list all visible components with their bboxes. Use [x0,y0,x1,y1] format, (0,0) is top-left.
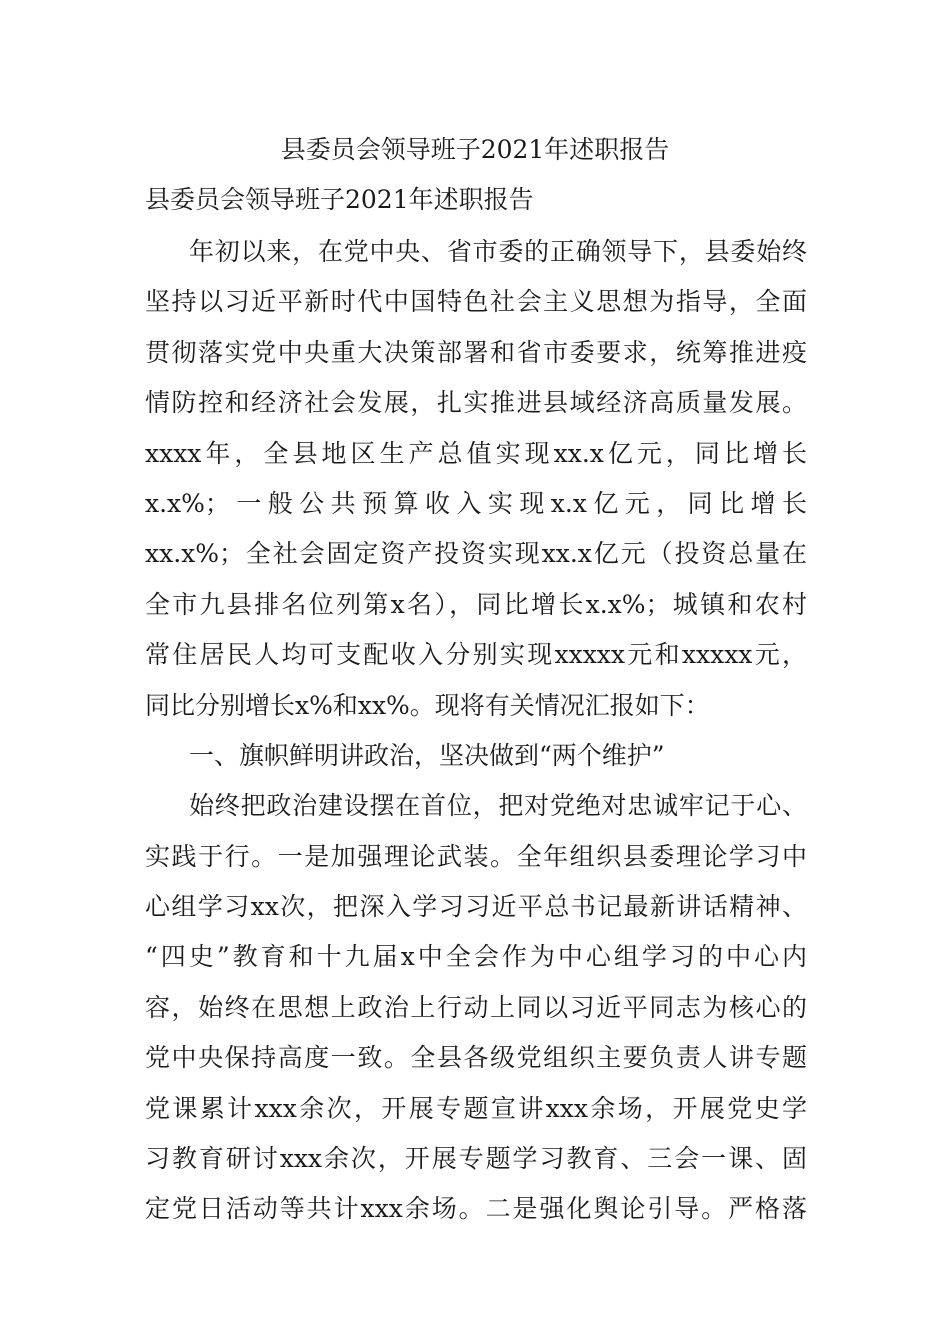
paragraph-line: 贯彻落实党中央重大决策部署和省市委要求，统筹推进疫 [145,337,807,367]
paragraph-line: 定党日活动等共计xxx余场。二是强化舆论引导。严格落 [145,1194,807,1224]
paragraph-line: 习教育研讨xxx余次，开展专题学习教育、三会一课、固 [145,1144,807,1174]
paragraph-line: 心组学习xx次，把深入学习习近平总书记最新讲话精神、 [145,892,807,922]
paragraph-line: 党课累计xxx余次，开展专题宣讲xxx余场，开展党史学 [145,1093,807,1123]
paragraph-line: 容，始终在思想上政治上行动上同以习近平同志为核心的 [145,992,807,1022]
paragraph-line: “四史”教育和十九届x中全会作为中心组学习的中心内 [145,942,807,972]
paragraph-line: 坚持以习近平新时代中国特色社会主义思想为指导，全面 [145,287,807,317]
paragraph-line: 实践于行。一是加强理论武装。全年组织县委理论学习中 [145,841,807,871]
document-body [145,227,807,1235]
paragraph-line: xxxx年，全县地区生产总值实现xx.x亿元，同比增长 [145,438,807,468]
paragraph-line: 年初以来，在党中央、省市委的正确领导下，县委始终 [189,237,807,266]
paragraph-line: xx.x%；全社会固定资产投资实现xx.x亿元（投资总量在 [145,539,807,569]
paragraph-line: 始终把政治建设摆在首位，把对党绝对忠诚牢记于心、 [189,791,807,821]
paragraph-line: 常住居民人均可支配收入分别实现xxxxx元和xxxxx元， [145,640,807,670]
paragraph-line: 党中央保持高度一致。全县各级党组织主要负责人讲专题 [145,1043,807,1073]
document-title: 县委员会领导班子2021年述职报告 [280,135,670,164]
document-subtitle: 县委员会领导班子2021年述职报告 [145,185,534,214]
paragraph-line: 情防控和经济社会发展，扎实推进县域经济高质量发展。 [145,388,807,418]
section-heading: 一、旗帜鲜明讲政治，坚决做到“两个维护” [189,740,665,770]
paragraph-line: 全市九县排名位列第x名），同比增长x.x%；城镇和农村 [145,589,807,619]
paragraph-line: 同比分别增长x%和xx%。现将有关情况汇报如下： [145,690,710,720]
paragraph-line: x.x%；一般公共预算收入实现x.x亿元，同比增长 [145,488,807,518]
